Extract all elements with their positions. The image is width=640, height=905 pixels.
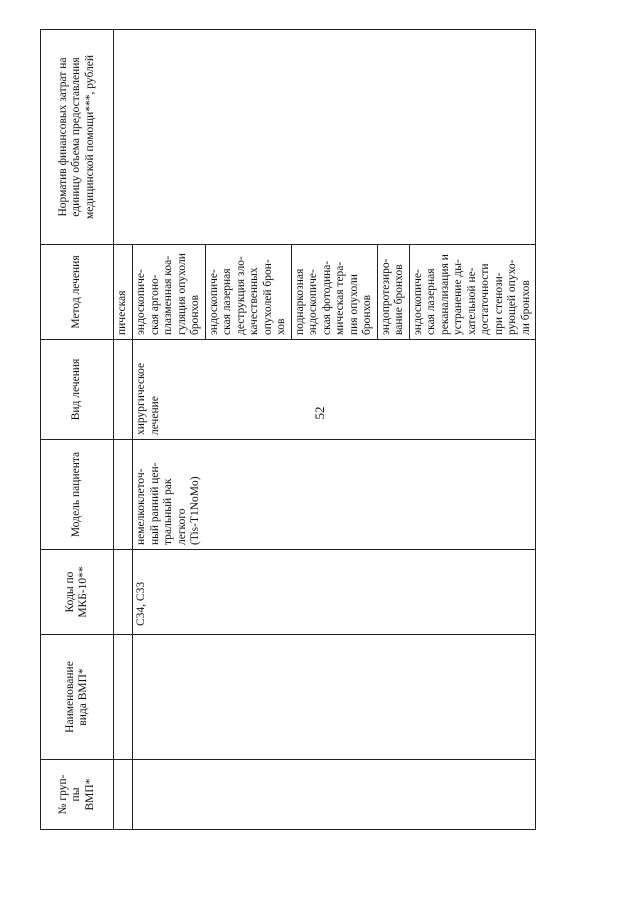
header-icd-codes: Коды по МКБ-10** [41, 550, 114, 635]
continuation-row [114, 30, 133, 830]
header-treatment-method: Метод лечения [41, 245, 114, 340]
vmp-table [40, 29, 536, 830]
rotated-table-container [40, 30, 562, 830]
cell-vmp-name [133, 635, 536, 760]
cell-group-no [133, 760, 536, 830]
header-vmp-name: Наименование вида ВМП* [41, 635, 114, 760]
header-group-no: № груп- пы ВМП* [41, 760, 114, 830]
cell-empty [114, 440, 133, 550]
header-cost-norm: Норматив финансовых затрат на единицу объема предоставления медицинской помощи***, рублей [41, 30, 114, 245]
cell-empty [114, 550, 133, 635]
cell-patient-model: немелкоклеточ- ный ранний цен- тральный рак легкого (Tis-T1NoMo) [133, 440, 536, 550]
cell-cost-norm [114, 30, 536, 245]
header-patient-model: Модель пациента [41, 440, 114, 550]
cell-method-4: эндопротезиро- вание бронхов [377, 245, 409, 340]
cell-continuation-method: пическая [114, 245, 133, 340]
header-row [41, 30, 114, 830]
cell-empty [114, 760, 133, 830]
page-number: 52 [312, 406, 327, 420]
cell-method-1: эндоскопиче- ская аргоно- плазменная коа- гуляция опухоли бронхов [133, 245, 206, 340]
cell-empty [114, 635, 133, 760]
cell-empty [114, 340, 133, 440]
header-treatment-type: Вид лечения [41, 340, 114, 440]
cell-method-5: эндоскопиче- ская лазерная реканализация и устранение ды- хательной не- достаточности при стенози- рующей опухо- ли бронхов [409, 245, 536, 340]
cell-method-3: поднаркозная эндоскопиче- ская фотодина- мическая тера- пия опухоли бронхов [291, 245, 377, 340]
cell-icd-codes: C34, C33 [133, 550, 536, 635]
cell-treatment-type: хирургическое лечение [133, 340, 536, 440]
cell-method-2: эндоскопиче- ская лазерная деструкция зло- качественных опухолей брон- хов [205, 245, 291, 340]
